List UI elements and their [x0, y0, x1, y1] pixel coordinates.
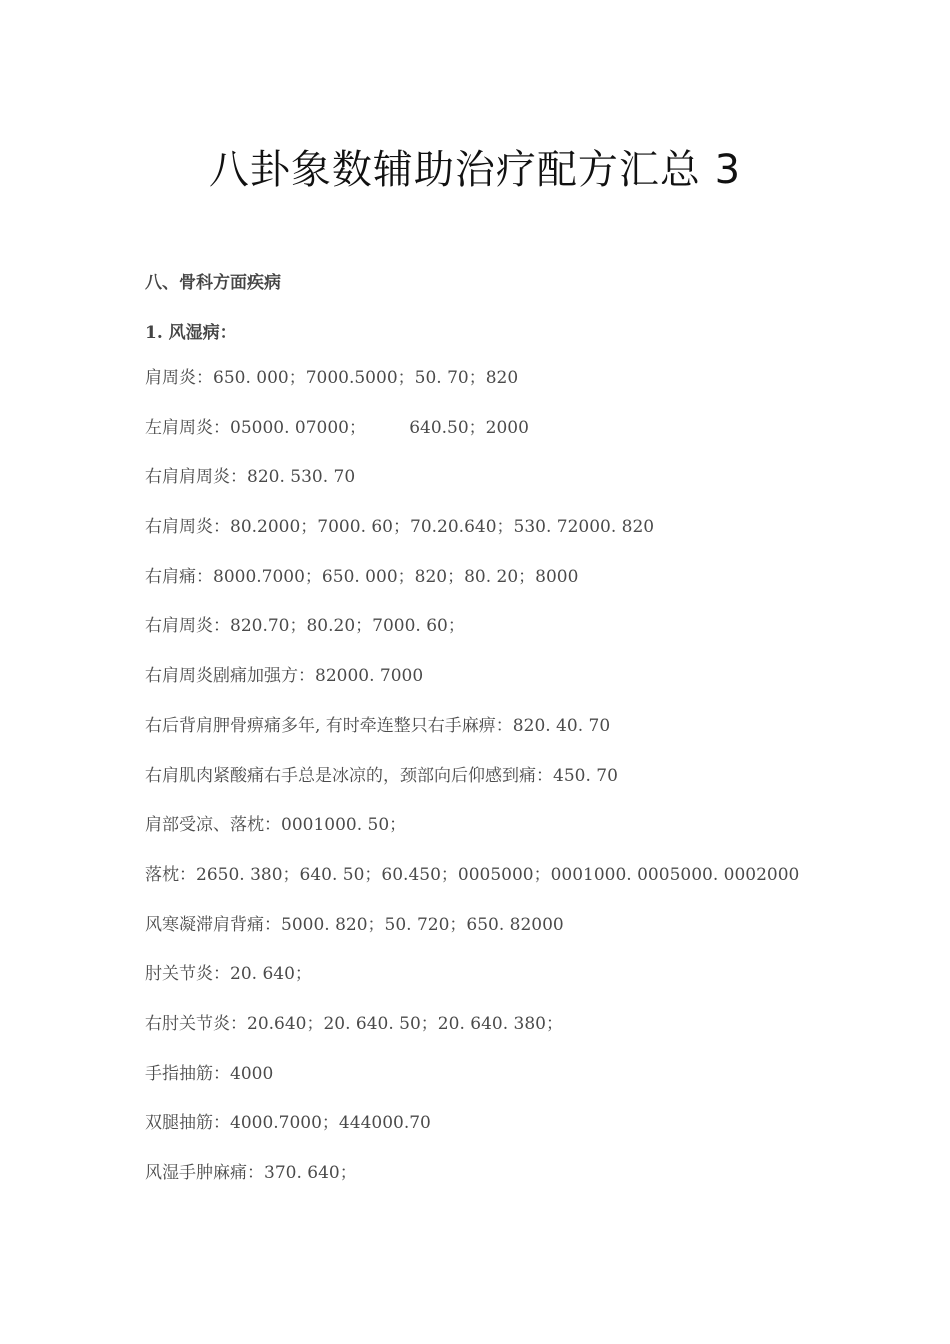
- prescription-entry: 右肩周炎剧痛加强方：82000. 7000: [145, 666, 424, 687]
- page-title: 八卦象数辅助治疗配方汇总 3: [208, 147, 742, 193]
- prescription-entry: 风湿手肿麻痛：370. 640；: [145, 1163, 357, 1183]
- prescription-entry: 左肩周炎：05000. 07000； 640.50；2000: [145, 417, 529, 438]
- prescription-entry: 肩周炎：650. 000；7000.5000；50. 70；820: [145, 368, 519, 388]
- prescription-entry: 右后背肩胛骨痹痛多年, 有时牵连整只右手麻痹：820. 40. 70: [145, 715, 611, 736]
- prescription-entry: 肩部受凉、落枕：0001000. 50；: [145, 815, 407, 836]
- prescription-entry: 右肩肩周炎：820. 530. 70: [145, 467, 356, 488]
- prescription-entry: 右肩痛：8000.7000；650. 000；820；80. 20；8000: [145, 566, 579, 587]
- prescription-entry: 风寒凝滞肩背痛：5000. 820；50. 720；650. 82000: [145, 914, 564, 935]
- prescription-entry: 落枕：2650. 380；640. 50；60.450；0005000；0001000. 0005000. 0002000: [145, 864, 800, 885]
- section-heading: 八、骨科方面疾病: [145, 273, 281, 293]
- prescription-list: [145, 366, 905, 1211]
- prescription-entry: 右肩周炎：80.2000；7000. 60；70.20.640；530. 72000. 820: [145, 517, 655, 538]
- prescription-entry: 双腿抽筋：4000.7000；444000.70: [145, 1113, 431, 1134]
- prescription-entry: 右肩肌肉紧酸痛右手总是冰凉的，颈部向后仰感到痛：450. 70: [145, 765, 618, 786]
- prescription-entry: 肘关节炎：20. 640；: [145, 964, 312, 985]
- sub-heading: 1. 风湿病：: [145, 323, 237, 343]
- prescription-entry: 右肘关节炎：20.640；20. 640. 50；20. 640. 380；: [145, 1013, 563, 1034]
- prescription-entry: 右肩周炎：820.70；80.20；7000. 60；: [145, 616, 465, 637]
- prescription-entry: 手指抽筋：4000: [145, 1063, 274, 1084]
